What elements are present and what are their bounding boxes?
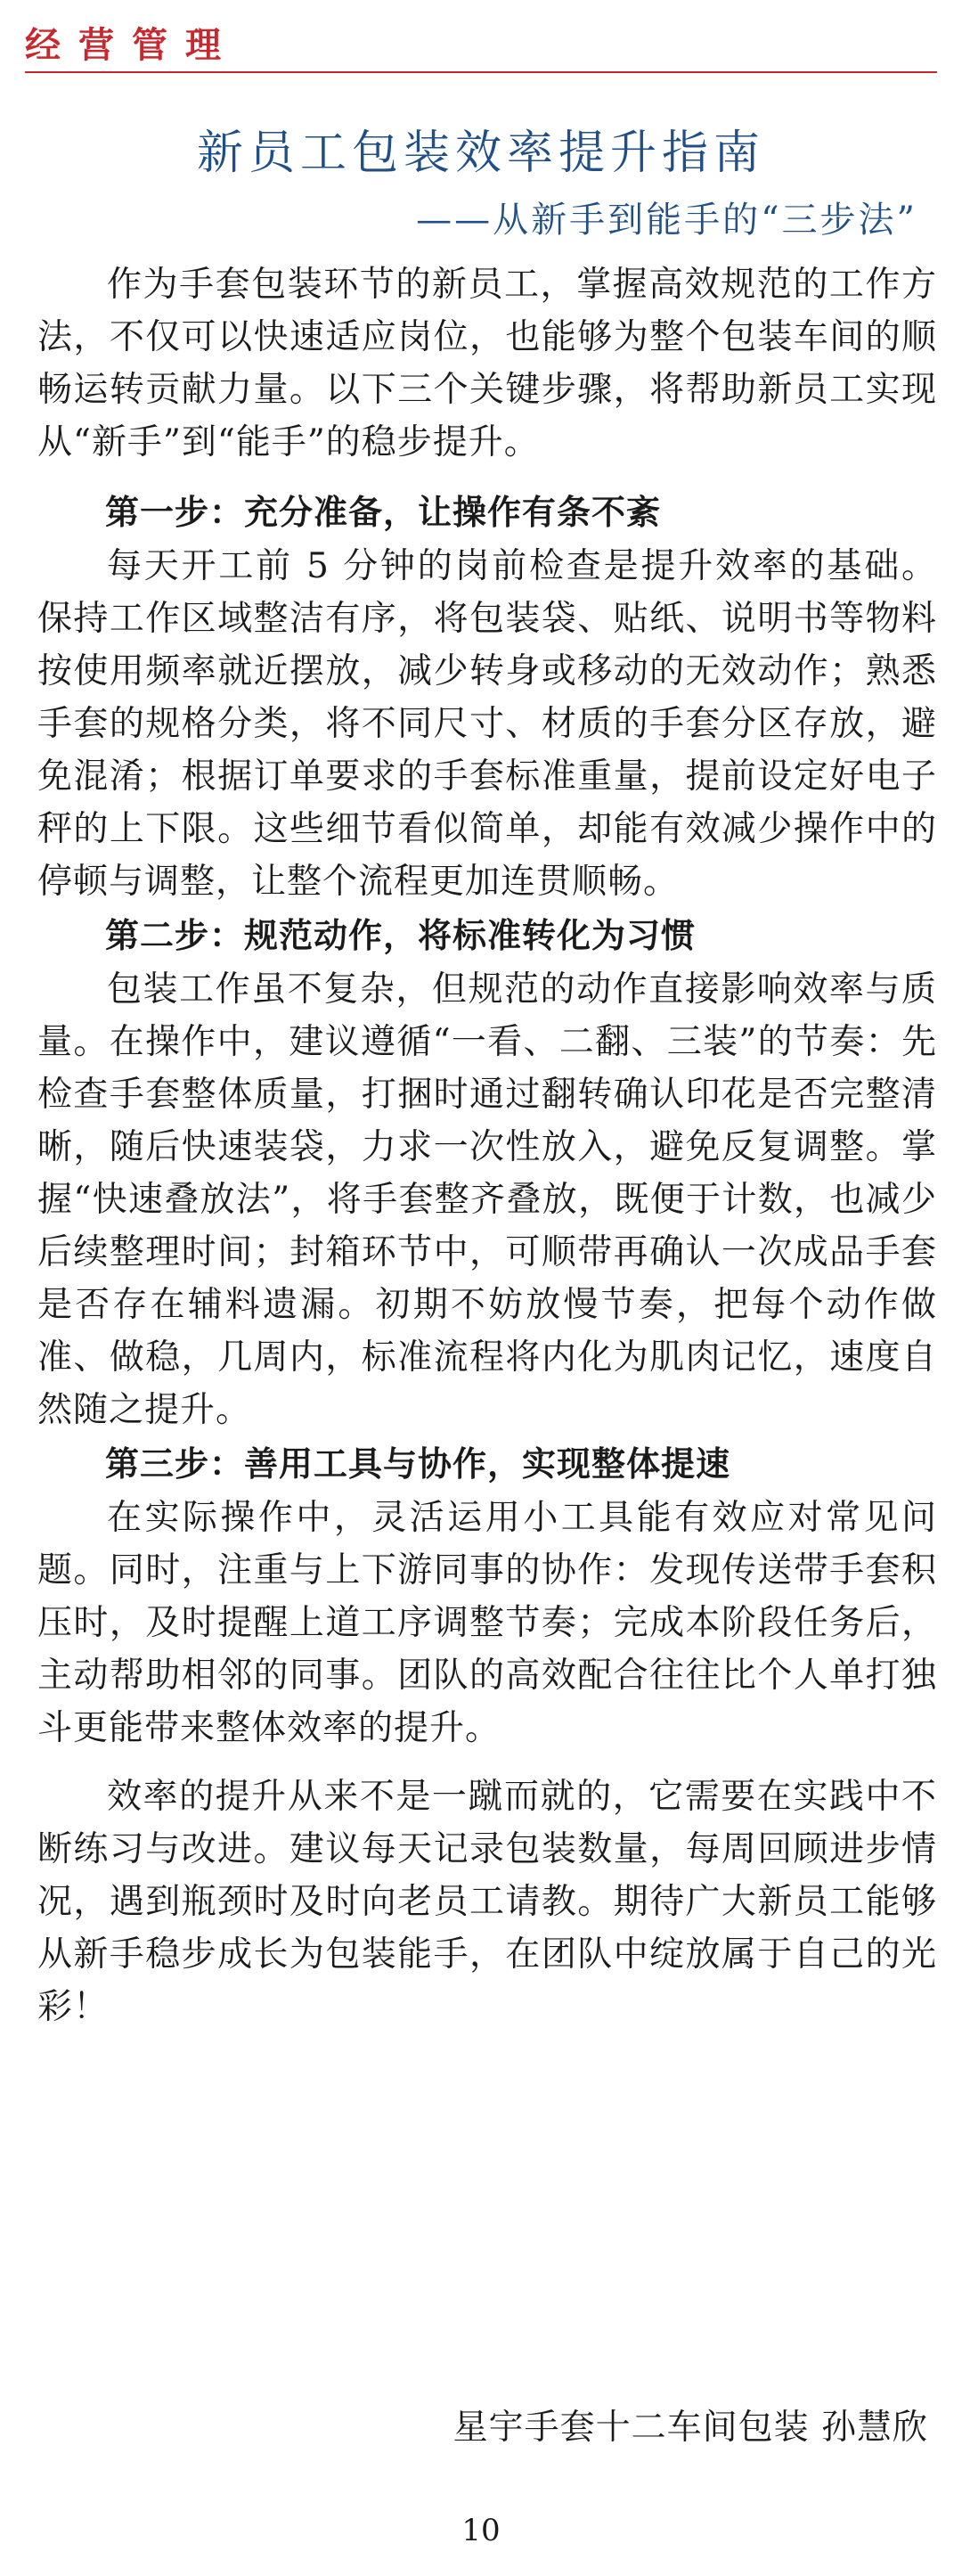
paragraph-spacer <box>37 469 937 485</box>
step-2-heading: 第二步：规范动作，将标准转化为习惯 <box>105 916 697 955</box>
article-body <box>37 258 937 2033</box>
paragraph-spacer <box>37 1754 937 1770</box>
article-subtitle: ——从新手到能手的“三步法” <box>416 200 917 241</box>
step-3-paragraph: 在实际操作中，灵活运用小工具能有效应对常见问题。同时，注重与上下游同事的协作：发现传送带手套积压时，及时提醒上道工序调整节奏；完成本阶段任务后，主动帮助相邻的同事。团队的高效配合往往比个人单打独斗更能带来整体效率的提升。 <box>37 1498 937 1748</box>
section-name: 经营管理 <box>25 24 239 66</box>
step-1-paragraph: 每天开工前 5 分钟的岗前检查是提升效率的基础。保持工作区域整洁有序，将包装袋、贴纸、说明书等物料按使用频率就近摆放，减少转身或移动的无效动作；熟悉手套的规格分类，将不同尺寸、材质的手套分区存放，避免混淆；根据订单要求的手套标准重量，提前设定好电子秤的上下限。这些细节看似简单，却能有效减少操作中的停顿与调整，让整个流程更加连贯顺畅。 <box>37 546 937 902</box>
article-title: 新员工包装效率提升指南 <box>196 127 765 180</box>
header-divider <box>25 71 937 73</box>
author-signature: 星宇手套十二车间包装 孙慧欣 <box>452 2408 928 2448</box>
section-header <box>25 16 937 78</box>
page-number: 10 <box>461 2513 501 2548</box>
intro-paragraph: 作为手套包装环节的新员工，掌握高效规范的工作方法，不仅可以快速适应岗位，也能够为整个包装车间的顺畅运转贡献力量。以下三个关键步骤，将帮助新员工实现从“新手”到“能手”的稳步提升。 <box>37 265 937 462</box>
step-2-paragraph: 包装工作虽不复杂，但规范的动作直接影响效率与质量。在操作中，建议遵循“一看、二翻、三装”的节奏：先检查手套整体质量，打捆时通过翻转确认印花是否完整清晰，随后快速装袋，力求一次性放入，避免反复调整。掌握“快速叠放法”，将手套整齐叠放，既便于计数，也减少后续整理时间；封箱环节中，可顺带再确认一次成品手套是否存在辅料遗漏。初期不妨放慢节奏，把每个动作做准、做稳，几周内，标准流程将内化为肌肉记忆，速度自然随之提升。 <box>37 969 937 1430</box>
closing-paragraph: 效率的提升从来不是一蹴而就的，它需要在实践中不断练习与改进。建议每天记录包装数量，每周回顾进步情况，遇到瓶颈时及时向老员工请教。期待广大新员工能够从新手稳步成长为包装能手，在团队中绽放属于自己的光彩！ <box>37 1777 937 2027</box>
step-3-heading: 第三步：善用工具与协作，实现整体提速 <box>105 1444 731 1484</box>
step-1-heading: 第一步：充分准备，让操作有条不紊 <box>105 493 662 532</box>
